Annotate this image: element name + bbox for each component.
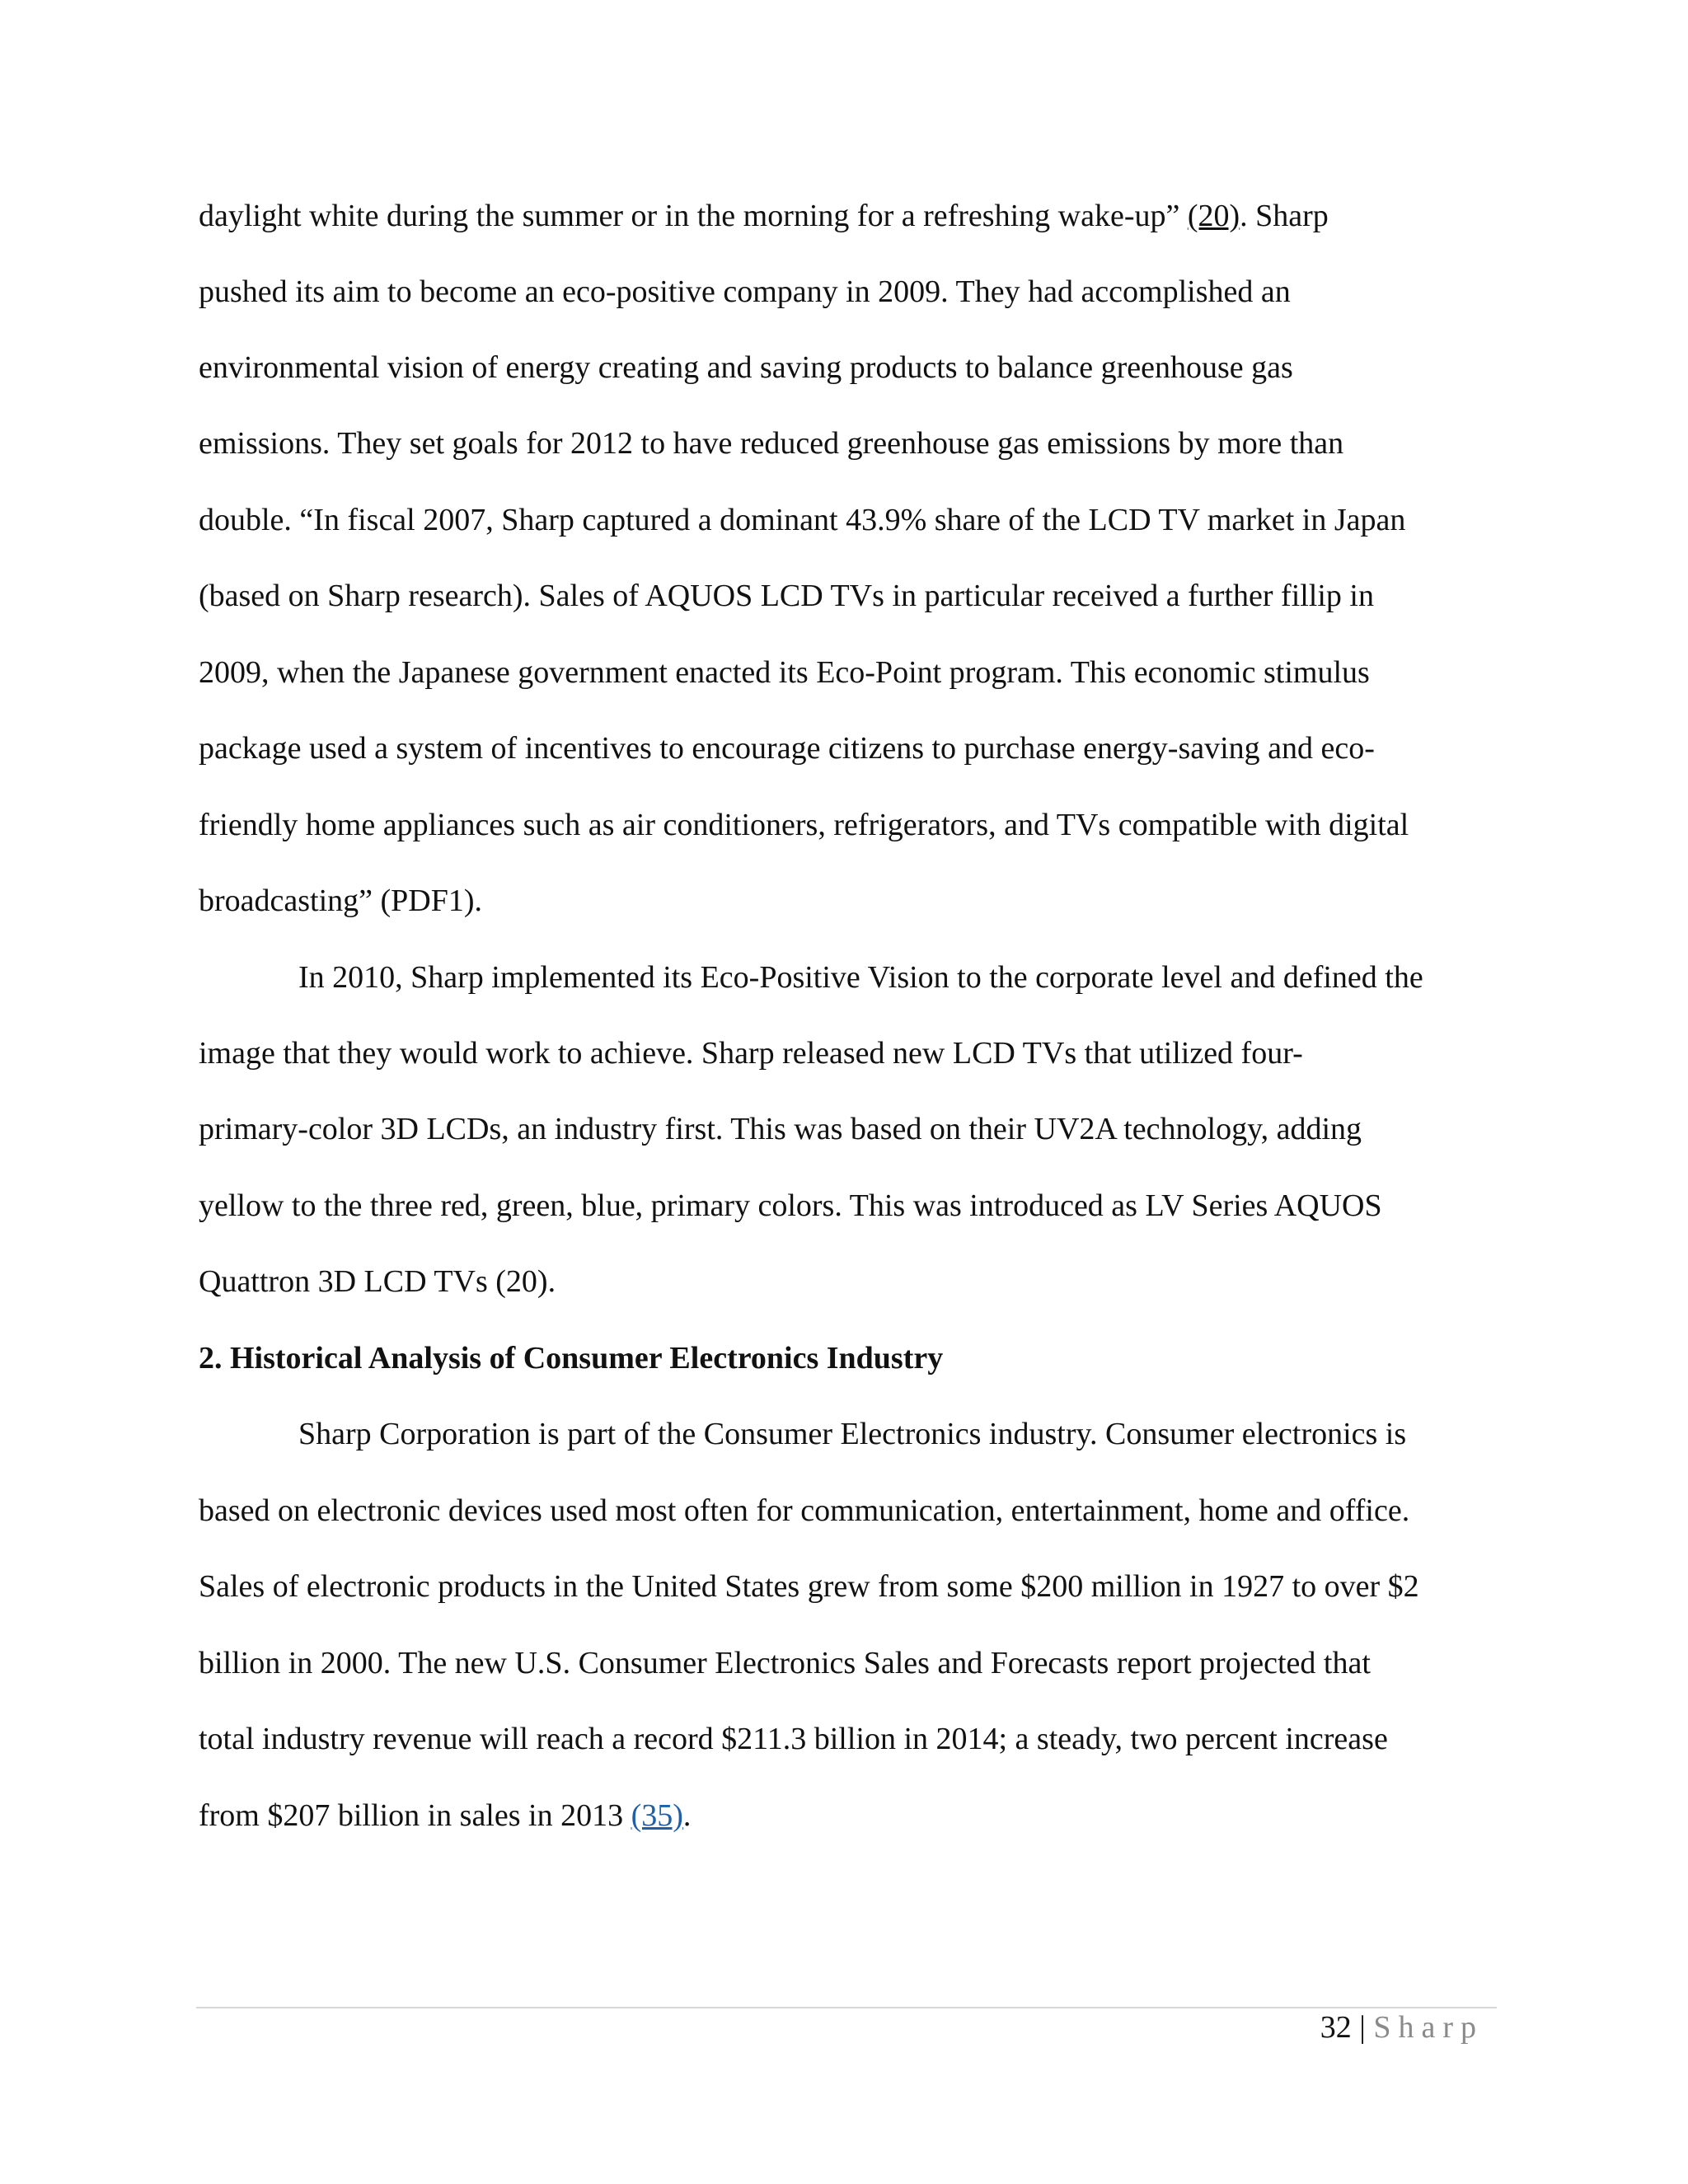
- body-text: from $207 billion in sales in 2013: [199, 1798, 631, 1833]
- body-line: primary-color 3D LCDs, an industry first. This was based on their UV2A technology, adding: [199, 1112, 1362, 1146]
- body-text: daylight white during the summer or in the morning for a refreshing wake-up”: [199, 199, 1188, 233]
- body-line: emissions. They set goals for 2012 to have reduced greenhouse gas emissions by more than: [199, 426, 1344, 461]
- body-line: broadcasting” (PDF1).: [199, 883, 483, 918]
- body-line: In 2010, Sharp implemented its Eco-Positive Vision to the corporate level and defined the: [298, 960, 1423, 995]
- body-line: [199, 196, 1329, 236]
- section-heading: 2. Historical Analysis of Consumer Electronics Industry: [199, 1341, 944, 1376]
- body-line: [199, 1796, 691, 1835]
- body-line: double. “In fiscal 2007, Sharp captured a dominant 43.9% share of the LCD TV market in Japan: [199, 503, 1406, 537]
- body-line: image that they would work to achieve. Sharp released new LCD TVs that utilized four-: [199, 1036, 1303, 1071]
- footer-divider: [196, 2007, 1497, 2008]
- page-number: 32: [1320, 2010, 1352, 2045]
- citation-link[interactable]: (20): [1187, 199, 1240, 233]
- body-line: Quattron 3D LCD TVs (20).: [199, 1264, 556, 1299]
- body-line: Sales of electronic products in the United States grew from some $200 million in 1927 to over $2: [199, 1569, 1419, 1604]
- body-line: 2009, when the Japanese government enacted its Eco-Point program. This economic stimulus: [199, 655, 1370, 690]
- page-footer: [1320, 2008, 1484, 2047]
- body-line: total industry revenue will reach a record $211.3 billion in 2014; a steady, two percent increase: [199, 1722, 1388, 1756]
- body-text: . Sharp: [1240, 199, 1329, 233]
- body-line: yellow to the three red, green, blue, primary colors. This was introduced as LV Series AQUOS: [199, 1188, 1382, 1223]
- footer-separator: |: [1351, 2010, 1374, 2045]
- body-line: friendly home appliances such as air conditioners, refrigerators, and TVs compatible with digital: [199, 808, 1409, 842]
- body-line: (based on Sharp research). Sales of AQUOS LCD TVs in particular received a further fillip in: [199, 579, 1374, 613]
- body-line: pushed its aim to become an eco-positive company in 2009. They had accomplished an: [199, 274, 1291, 309]
- body-line: billion in 2000. The new U.S. Consumer Electronics Sales and Forecasts report projected that: [199, 1646, 1371, 1680]
- body-line: package used a system of incentives to encourage citizens to purchase energy-saving and eco-: [199, 731, 1375, 766]
- body-line: based on electronic devices used most often for communication, entertainment, home and office.: [199, 1493, 1410, 1528]
- body-line: environmental vision of energy creating and saving products to balance greenhouse gas: [199, 350, 1293, 385]
- body-text: .: [682, 1798, 692, 1833]
- citation-link[interactable]: (35): [631, 1798, 683, 1833]
- running-title: Sharp: [1373, 2010, 1484, 2045]
- body-line: Sharp Corporation is part of the Consumer Electronics industry. Consumer electronics is: [298, 1417, 1407, 1451]
